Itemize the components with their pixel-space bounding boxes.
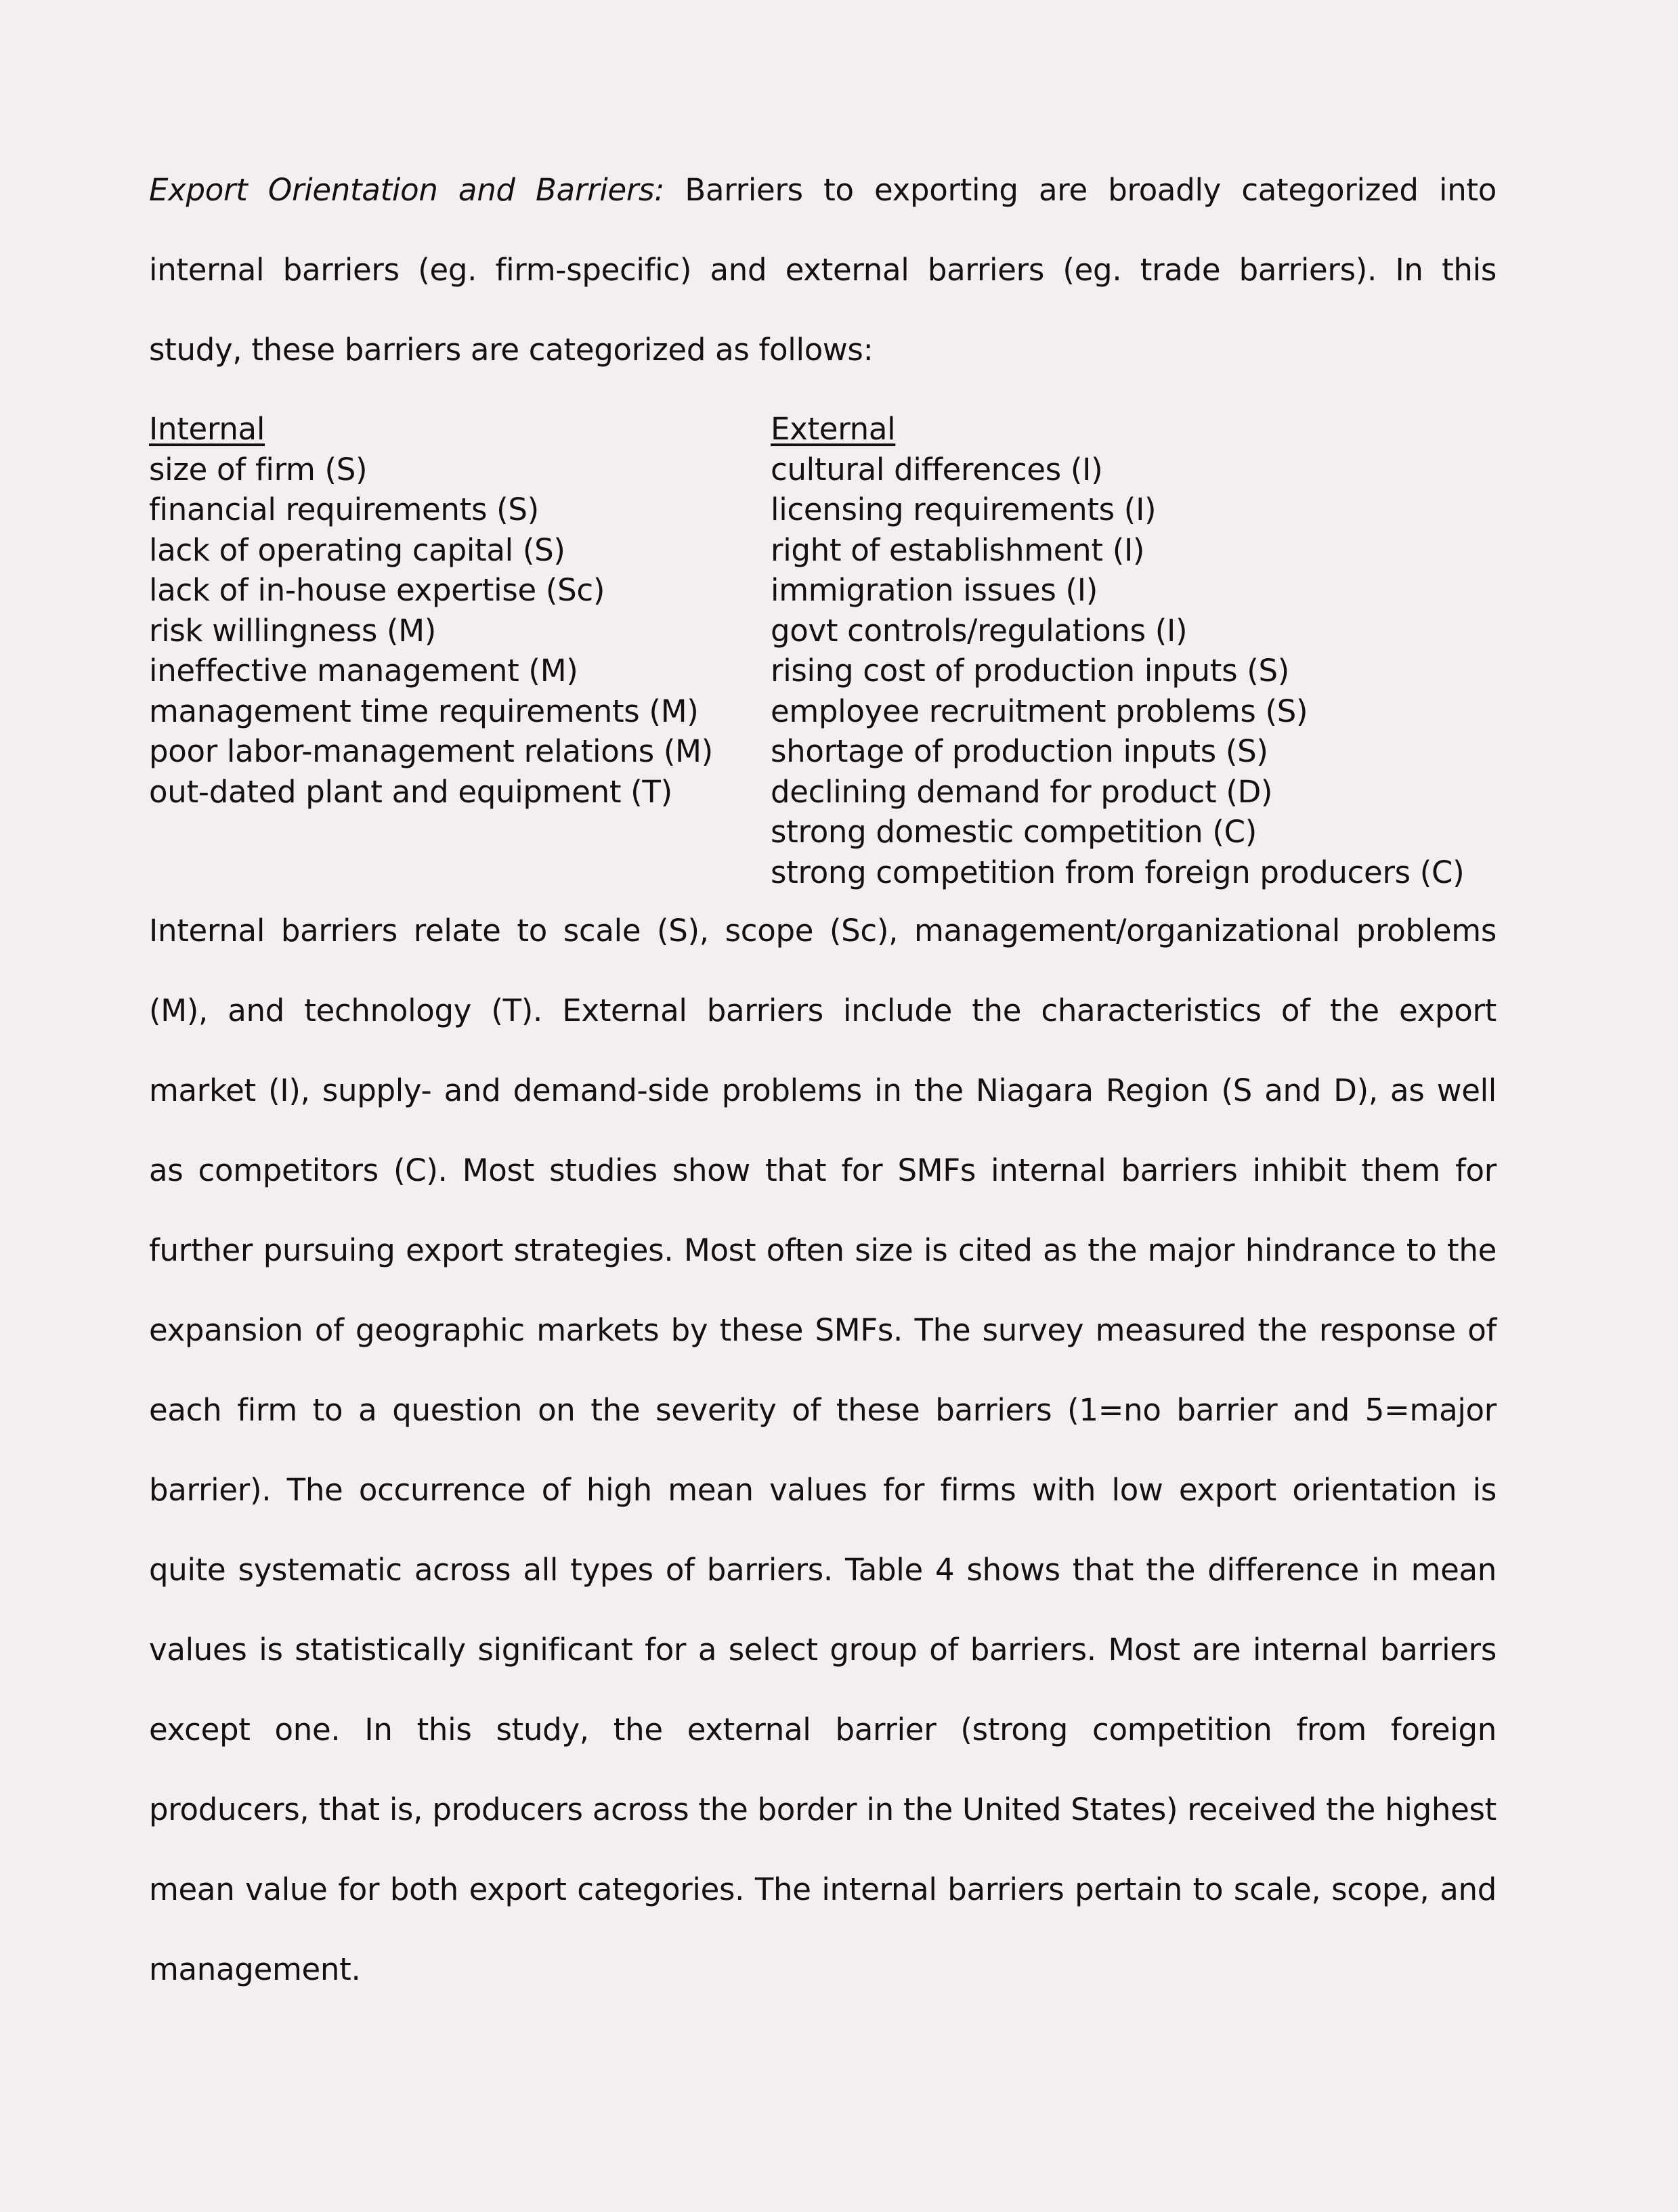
internal-barrier-item: lack of in-house expertise (Sc) xyxy=(149,572,605,608)
internal-barrier-item: size of firm (S) xyxy=(149,451,368,487)
external-barrier-item: immigration issues (I) xyxy=(771,572,1098,608)
internal-barrier-item: ineffective management (M) xyxy=(149,653,578,689)
external-barrier-item: strong competition from foreign producers (C) xyxy=(771,854,1465,890)
external-barrier-item: right of establishment (I) xyxy=(771,532,1145,568)
section-heading: Export Orientation and Barriers: xyxy=(149,172,665,208)
external-barrier-item: licensing requirements (I) xyxy=(771,492,1157,527)
external-barrier-item: employee recruitment problems (S) xyxy=(771,693,1308,729)
internal-barrier-item: management time requirements (M) xyxy=(149,693,699,729)
intro-text: Barriers to exporting are broadly categorized into internal barriers (eg. firm-specific) and external barriers (eg. trade barriers). In this study, these barriers are categorized as follows: xyxy=(149,172,1497,368)
internal-barrier-item: financial requirements (S) xyxy=(149,492,539,527)
intro-paragraph xyxy=(149,150,1497,390)
internal-barriers-column xyxy=(149,409,713,812)
external-barrier-item: declining demand for product (D) xyxy=(771,773,1273,810)
external-barrier-item: rising cost of production inputs (S) xyxy=(771,653,1289,689)
external-barriers-column xyxy=(771,409,1464,892)
external-barrier-item: strong domestic competition (C) xyxy=(771,814,1257,850)
internal-column-heading: Internal xyxy=(149,411,265,447)
internal-barrier-item: risk willingness (M) xyxy=(149,612,437,649)
external-barrier-item: cultural differences (I) xyxy=(771,451,1103,487)
internal-barrier-item: out-dated plant and equipment (T) xyxy=(149,773,672,810)
body-paragraph: Internal barriers relate to scale (S), scope (Sc), management/organizational problems (M), and technology (T). External barriers include the characteristics of the export market (I), supply- and demand-side problems in the Niagara Region (S and D), as well as competitors (C). Most studies show that for SMFs internal barriers inhibit them for further pursuing export strategies. Most often size is cited as the major hindrance to the expansion of geographic markets by these SMFs. The survey measured the response of each firm to a question on the severity of these barriers (1=no barrier and 5=major barrier). The occurrence of high mean values for firms with low export orientation is quite systematic across all types of barriers. Table 4 shows that the difference in mean values is statistically significant for a select group of barriers. Most are internal barriers except one. In this study, the external barrier (strong competition from foreign producers, that is, producers across the border in the United States) received the highest mean value for both export categories. The internal barriers pertain to scale, scope, and management. xyxy=(149,913,1497,1987)
internal-barrier-item: lack of operating capital (S) xyxy=(149,532,565,568)
external-barrier-item: shortage of production inputs (S) xyxy=(771,733,1268,769)
external-barrier-item: govt controls/regulations (I) xyxy=(771,612,1188,649)
internal-barrier-item: poor labor-management relations (M) xyxy=(149,733,713,769)
external-column-heading: External xyxy=(771,411,896,447)
